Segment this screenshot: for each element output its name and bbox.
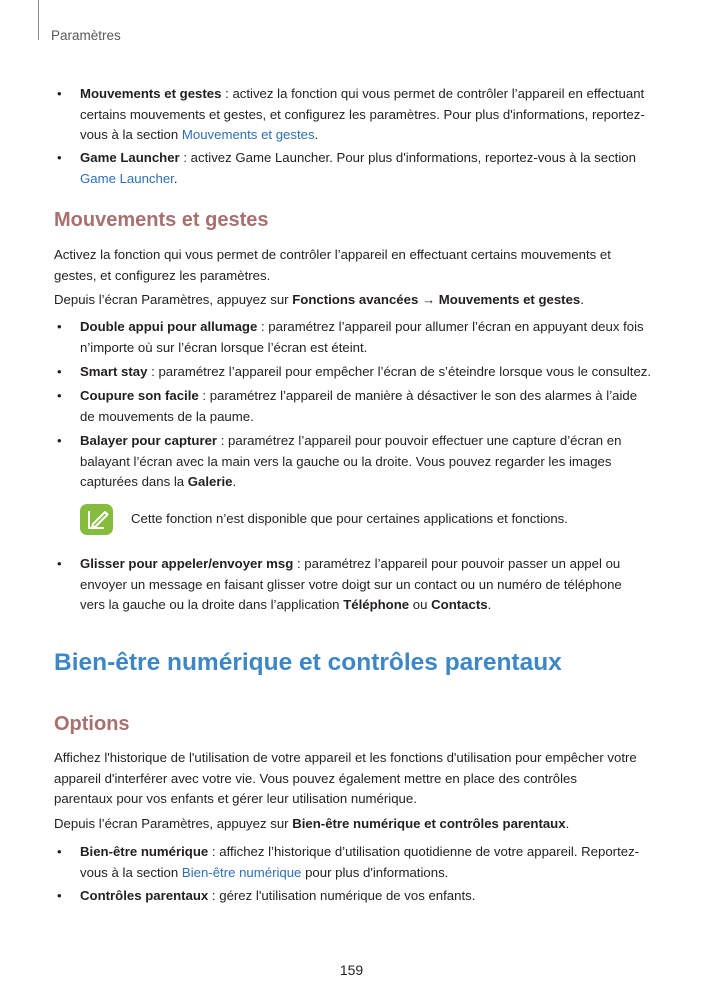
item-term: Balayer pour capturer: [80, 433, 218, 448]
section-intro: Affichez l'historique de l'utilisation de votre appareil et les fonctions d'utilisation pour empêcher votre appareil d'interférer avec votre vie. Vous pouvez également mettre en place des contrôles parentaux pour vos enfants et gérer leur utilisation numérique.: [54, 750, 637, 806]
item-text: : paramétrez l’appareil pour allumer l’écran en appuyant deux fois n’importe où sur l’écran lorsque l’écran est éteint.: [80, 319, 644, 355]
path-end: .: [565, 816, 570, 831]
page-header: Paramètres: [51, 28, 121, 43]
item-text: : paramétrez l’appareil pour pouvoir passer un appel ou envoyer un message en faisant glisser votre doigt sur un contact ou un numéro de téléphone vers la gauche ou la droite dans l’application: [80, 556, 622, 612]
pencil-note-icon: [80, 504, 113, 535]
feature-bullet-list-5: [54, 554, 644, 616]
list-item: [54, 317, 654, 358]
chapter-title: Bien-être numérique et contrôles parentaux: [54, 649, 562, 676]
section-link[interactable]: Bien-être numérique: [181, 864, 302, 880]
top-bullet-list: [54, 84, 654, 146]
bullet-dot: •: [57, 364, 62, 379]
list-item: [54, 554, 644, 616]
top-bullet-list-2: [54, 148, 654, 189]
list-item: [54, 886, 654, 907]
item-end: .: [314, 127, 319, 142]
item-end: .: [232, 474, 237, 489]
section-intro: Activez la fonction qui vous permet de contrôler l’appareil en effectuant certains mouvements et gestes, et configurez les paramètres.: [54, 247, 611, 283]
list-item: [54, 362, 664, 383]
item-end: pour plus d'informations.: [301, 864, 449, 880]
option-bullet-list-2: [54, 886, 654, 907]
item-bold: Galerie: [187, 474, 233, 489]
path-prefix: Depuis l’écran Paramètres, appuyez sur: [54, 292, 293, 307]
header-rule: [38, 0, 39, 40]
feature-bullet-list: [54, 317, 654, 358]
path-bold: Bien-être numérique et contrôles parentaux: [292, 816, 566, 831]
section-link[interactable]: Game Launcher: [80, 170, 174, 186]
page-number: 159: [339, 962, 364, 978]
item-term: Contrôles parentaux: [80, 888, 209, 903]
bullet-dot: •: [57, 86, 62, 101]
item-text: : activez Game Launcher. Pour plus d'informations, reportez-vous à la section: [179, 150, 636, 165]
item-term: Game Launcher: [80, 150, 180, 165]
item-term: Double appui pour allumage: [80, 319, 258, 334]
item-term: Mouvements et gestes: [80, 86, 222, 101]
feature-bullet-list-2: [54, 362, 664, 383]
path-bold: Fonctions avancées → Mouvements et gestes: [292, 292, 581, 307]
bullet-dot: •: [57, 150, 62, 165]
item-text: : paramétrez l’appareil pour pouvoir effectuer une capture d’écran en balayant l’écran avec la main vers la gauche ou la droite. Vous pouvez regarder les images capturées dans la: [80, 433, 622, 489]
option-bullet-list: [54, 842, 654, 883]
item-text: : paramétrez l’appareil de manière à désactiver le son des alarmes à l’aide de mouvements de la paume.: [80, 388, 638, 424]
navigation-path: [54, 814, 664, 835]
bullet-dot: •: [57, 844, 62, 859]
list-item: [54, 84, 654, 146]
item-text: : affichez l’historique d’utilisation quotidienne de votre appareil. Reportez-vous à la section: [80, 844, 640, 880]
item-term: Glisser pour appeler/envoyer msg: [80, 556, 294, 571]
item-term: Smart stay: [80, 364, 148, 379]
note-text: Cette fonction n’est disponible que pour certaines applications et fonctions.: [131, 511, 568, 526]
list-item: [54, 431, 634, 493]
subsection-heading: Options: [54, 713, 130, 735]
item-term: Bien-être numérique: [80, 844, 209, 859]
bullet-dot: •: [57, 556, 62, 571]
bullet-dot: •: [57, 433, 62, 448]
navigation-path: [54, 290, 664, 311]
list-item: [54, 148, 654, 189]
feature-bullet-list-3: [54, 386, 654, 427]
pencil-note-icon-glyph: [80, 504, 113, 535]
section-heading: Mouvements et gestes: [54, 209, 269, 231]
item-text: : activez la fonction qui vous permet de contrôler l’appareil en effectuant certains mouvements et gestes, et configurez les paramètres. Pour plus d'informations, reportez-vous à la section: [80, 86, 645, 142]
item-end: .: [487, 597, 492, 612]
bullet-dot: •: [57, 388, 62, 403]
path-prefix: Depuis l’écran Paramètres, appuyez sur: [54, 816, 293, 831]
item-end: .: [173, 170, 178, 186]
list-item: [54, 842, 654, 883]
item-term: Coupure son facile: [80, 388, 199, 403]
item-text: : paramétrez l’appareil pour empêcher l’écran de s’éteindre lorsque vous le consultez.: [147, 364, 652, 379]
item-bold-2: Contacts: [431, 597, 488, 612]
item-mid: ou: [409, 597, 432, 612]
path-end: .: [580, 292, 584, 307]
bullet-dot: •: [57, 319, 62, 334]
feature-bullet-list-4: [54, 431, 634, 493]
item-bold: Téléphone: [343, 597, 410, 612]
section-link[interactable]: Mouvements et gestes: [181, 127, 315, 142]
item-text: : gérez l'utilisation numérique de vos enfants.: [208, 888, 476, 903]
list-item: [54, 386, 654, 427]
note-box: [80, 504, 660, 536]
bullet-dot: •: [57, 888, 62, 903]
